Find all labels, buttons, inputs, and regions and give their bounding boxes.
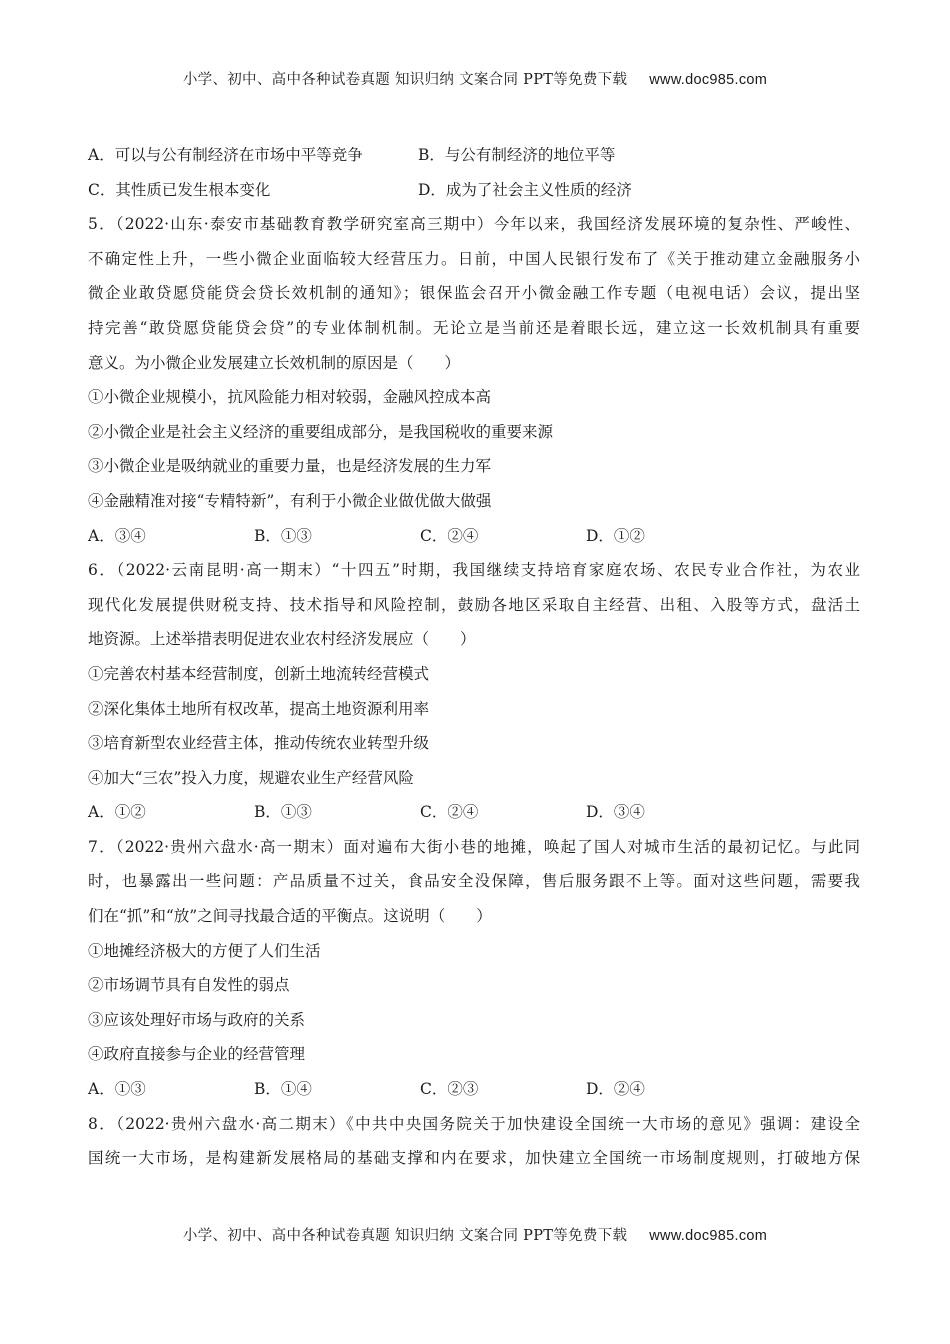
header-text: 小学、初中、高中各种试卷真题 知识归纳 文案合同 PPT等免费下载	[182, 72, 628, 88]
q7-option-c: C．②③	[420, 1080, 479, 1099]
q8-stem-line: 8．（2022·贵州六盘水·高二期末）《中共中央国务院关于加快建设全国统一大市场的意见》强调：建设全	[88, 1114, 860, 1133]
q6-option-a: A．①②	[88, 803, 146, 822]
page-header	[0, 68, 950, 89]
q6-options	[88, 795, 860, 830]
q5-stem-line: 微企业敢贷愿贷能贷会贷长效机制的通知》；银保监会召开小微金融工作专题（电视电话）会议，提出坚	[88, 284, 860, 303]
q6-statement: ④加大“三农”投入力度，规避农业生产经营风险	[88, 768, 414, 787]
question-8	[88, 1107, 860, 1176]
q7-stem-line: 7．（2022·贵州六盘水·高一期末）面对遍布大街小巷的地摊，唤起了国人对城市生活的最初记忆。与此同	[88, 837, 860, 856]
q6-option-d: D．③④	[586, 803, 645, 822]
q7-options	[88, 1072, 860, 1107]
q4-option-d: D．成为了社会主义性质的经济	[418, 180, 632, 199]
document-body	[88, 138, 860, 1176]
q5-option-b: B．①③	[254, 526, 312, 545]
q7-option-b: B．①④	[254, 1080, 312, 1099]
q5-statement: ③小微企业是吸纳就业的重要力量，也是经济发展的生力军	[88, 457, 492, 476]
q7-stem-line: 们在“抓”和“放”之间寻找最合适的平衡点。这说明（ ）	[88, 907, 492, 926]
question-5	[88, 207, 860, 553]
q6-stem-line: 地资源。上述举措表明促进农业农村经济发展应（ ）	[88, 630, 476, 649]
q6-stem-line: 6．（2022·云南昆明·高一期末）“十四五”时期，我国继续支持培育家庭农场、农民专业合作社，为农业	[88, 561, 860, 580]
footer-site-link[interactable]: www.doc985.com	[649, 1228, 768, 1244]
q6-statement: ③培育新型农业经营主体，推动传统农业转型升级	[88, 734, 430, 753]
q7-option-d: D．②④	[586, 1080, 645, 1099]
q8-stem-line: 国统一大市场，是构建新发展格局的基础支撑和内在要求，加快建立全国统一市场制度规则，打破地方保	[88, 1149, 860, 1168]
q5-statement: ①小微企业规模小，抗风险能力相对较弱，金融风控成本高	[88, 388, 492, 407]
q7-option-a: A．①③	[88, 1080, 146, 1099]
q5-stem-line: 持完善“敢贷愿贷能贷会贷”的专业体制机制。无论立是当前还是着眼长远，建立这一长效机制具有重要	[88, 318, 860, 337]
header-site-link[interactable]: www.doc985.com	[649, 72, 768, 88]
q7-statement: ①地摊经济极大的方便了人们生活	[88, 941, 321, 960]
q4-options-row-2	[88, 173, 860, 208]
q4-option-a: A．可以与公有制经济在市场中平等竞争	[88, 146, 363, 164]
q6-option-c: C．②④	[420, 803, 479, 822]
q5-stem-line: 不确定性上升，一些小微企业面临较大经营压力。日前，中国人民银行发布了《关于推动建立金融服务小	[88, 249, 860, 268]
q7-statement: ②市场调节具有自发性的弱点	[88, 976, 290, 995]
q5-statement: ④金融精准对接“专精特新”，有利于小微企业做优做大做强	[88, 491, 492, 510]
page-footer	[0, 1224, 950, 1245]
question-7	[88, 830, 860, 1107]
q6-option-b: B．①③	[254, 803, 312, 822]
q5-option-d: D．①②	[586, 526, 645, 545]
q6-statement: ②深化集体土地所有权改革，提高土地资源利用率	[88, 699, 430, 718]
q4-option-c: C．其性质已发生根本变化	[88, 180, 271, 199]
q5-stem-line: 意义。为小微企业发展建立长效机制的原因是（ ）	[88, 353, 461, 372]
q4-options-row-1	[88, 138, 860, 173]
q6-stem-line: 现代化发展提供财税支持、技术指导和风险控制，鼓励各地区采取自主经营、出租、入股等方式，盘活土	[88, 595, 860, 614]
q7-stem-line: 时，也暴露出一些问题：产品质量不过关，食品安全没保障，售后服务跟不上等。面对这些问题，需要我	[88, 872, 860, 891]
q5-option-a: A．③④	[88, 526, 146, 545]
q6-statement: ①完善农村基本经营制度，创新土地流转经营模式	[88, 664, 430, 683]
q7-statement: ④政府直接参与企业的经营管理	[88, 1045, 306, 1064]
q5-option-c: C．②④	[420, 526, 479, 545]
q5-stem-line: 5．（2022·山东·泰安市基础教育教学研究室高三期中）今年以来，我国经济发展环境的复杂性、严峻性、	[88, 215, 860, 234]
q4-option-b: B．与公有制经济的地位平等	[418, 146, 616, 164]
question-6	[88, 553, 860, 830]
q5-statement: ②小微企业是社会主义经济的重要组成部分，是我国税收的重要来源	[88, 422, 554, 441]
q5-options	[88, 519, 860, 554]
q7-statement: ③应该处理好市场与政府的关系	[88, 1010, 306, 1029]
footer-text: 小学、初中、高中各种试卷真题 知识归纳 文案合同 PPT等免费下载	[182, 1228, 628, 1244]
